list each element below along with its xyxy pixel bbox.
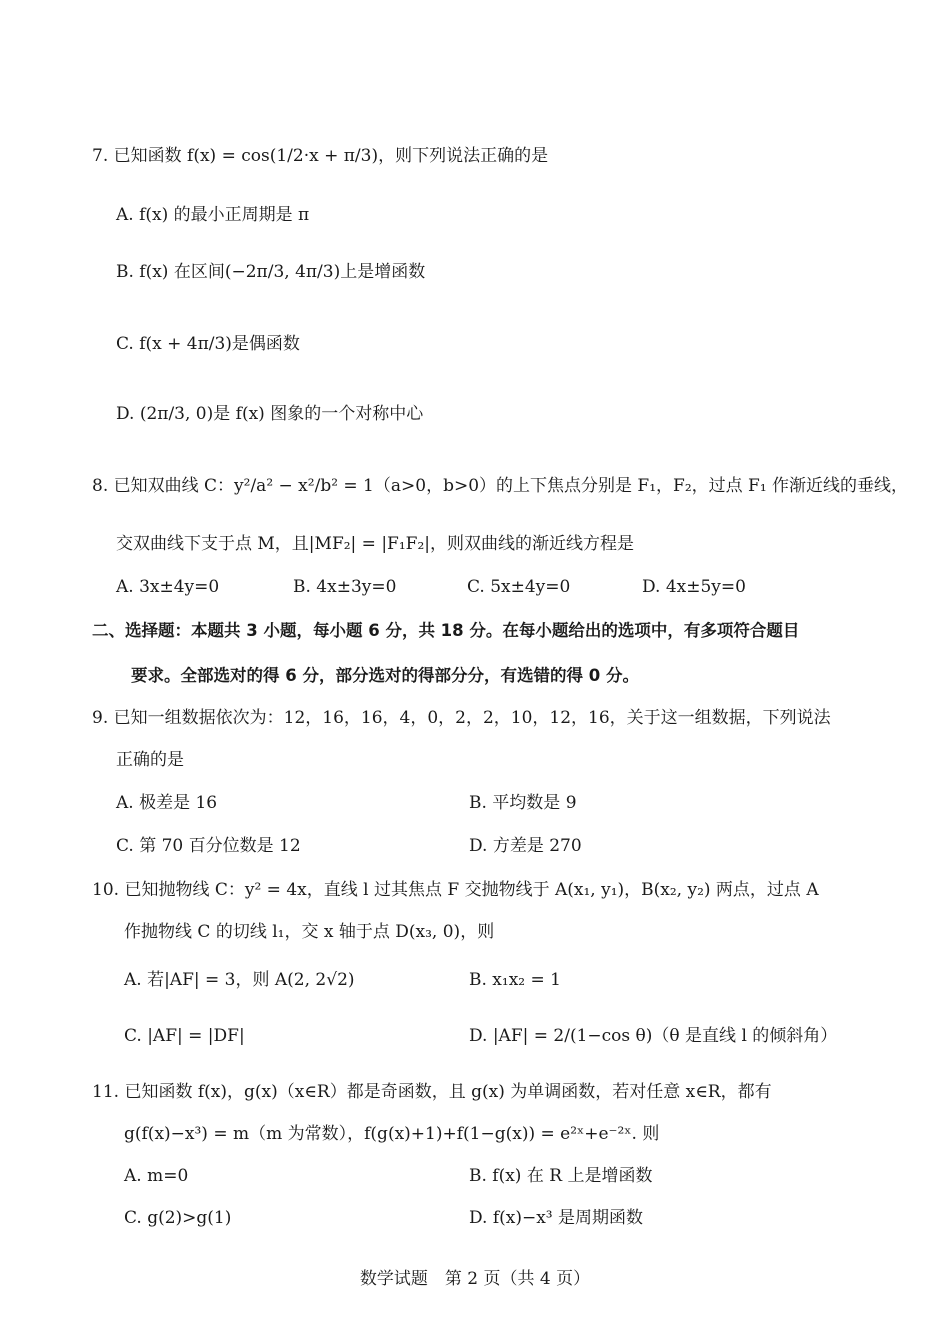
q10-option-a: A. 若|AF| = 3，则 A(2, 2√2)	[124, 970, 355, 990]
q10-option-b: B. x₁x₂ = 1	[469, 970, 561, 990]
q10-option-c: C. |AF| = |DF|	[124, 1026, 245, 1046]
q11-option-a: A. m=0	[124, 1166, 189, 1186]
q7-option-d: D. (2π/3, 0)是 f(x) 图象的一个对称中心	[116, 404, 424, 424]
q11-stem-line1: 11. 已知函数 f(x)，g(x)（x∈R）都是奇函数，且 g(x) 为单调函数，若对任意 x∈R，都有	[92, 1082, 772, 1102]
q11-option-d: D. f(x)−x³ 是周期函数	[469, 1208, 644, 1228]
q8-stem-line2: 交双曲线下支于点 M，且|MF₂| = |F₁F₂|，则双曲线的渐近线方程是	[116, 534, 635, 554]
q11-stem-line2: g(f(x)−x³) = m（m 为常数），f(g(x)+1)+f(1−g(x)) = e²ˣ+e⁻²ˣ. 则	[124, 1124, 660, 1144]
q9-stem-line2: 正确的是	[116, 750, 184, 770]
q10-stem-line2: 作抛物线 C 的切线 l₁，交 x 轴于点 D(x₃, 0)，则	[124, 922, 495, 942]
q7-option-b: B. f(x) 在区间(−2π/3, 4π/3)上是增函数	[116, 262, 426, 282]
q8-option-d: D. 4x±5y=0	[642, 577, 746, 597]
q10-option-d: D. |AF| = 2/(1−cos θ)（θ 是直线 l 的倾斜角）	[469, 1026, 838, 1046]
q7-option-a: A. f(x) 的最小正周期是 π	[116, 205, 310, 225]
q8-option-b: B. 4x±3y=0	[293, 577, 397, 597]
q9-option-d: D. 方差是 270	[469, 836, 582, 856]
q7-option-c: C. f(x + 4π/3)是偶函数	[116, 334, 300, 354]
q9-option-a: A. 极差是 16	[116, 793, 218, 813]
section2-heading-line2: 要求。全部选对的得 6 分，部分选对的得部分分，有选错的得 0 分。	[131, 666, 639, 685]
q9-option-b: B. 平均数是 9	[469, 793, 577, 813]
q11-option-c: C. g(2)>g(1)	[124, 1208, 232, 1228]
page-footer: 数学试题 第 2 页（共 4 页）	[359, 1269, 591, 1289]
q8-stem-line1: 8. 已知双曲线 C：y²/a² − x²/b² = 1（a>0，b>0）的上下焦点分别是 F₁，F₂，过点 F₁ 作渐近线的垂线，	[92, 476, 909, 496]
q9-stem-line1: 9. 已知一组数据依次为：12，16，16，4，0，2，2，10，12，16，关于这一组数据，下列说法	[92, 708, 831, 728]
section2-heading-line1: 二、选择题：本题共 3 小题，每小题 6 分，共 18 分。在每小题给出的选项中，有多项符合题目	[92, 621, 800, 640]
q7-stem: 7. 已知函数 f(x) = cos(1/2·x + π/3)，则下列说法正确的是	[92, 146, 549, 166]
q10-stem-line1: 10. 已知抛物线 C：y² = 4x，直线 l 过其焦点 F 交抛物线于 A(x₁, y₁)，B(x₂, y₂) 两点，过点 A	[92, 880, 819, 900]
q8-option-c: C. 5x±4y=0	[467, 577, 571, 597]
q9-option-c: C. 第 70 百分位数是 12	[116, 836, 301, 856]
q11-option-b: B. f(x) 在 R 上是增函数	[469, 1166, 653, 1186]
q8-option-a: A. 3x±4y=0	[116, 577, 220, 597]
